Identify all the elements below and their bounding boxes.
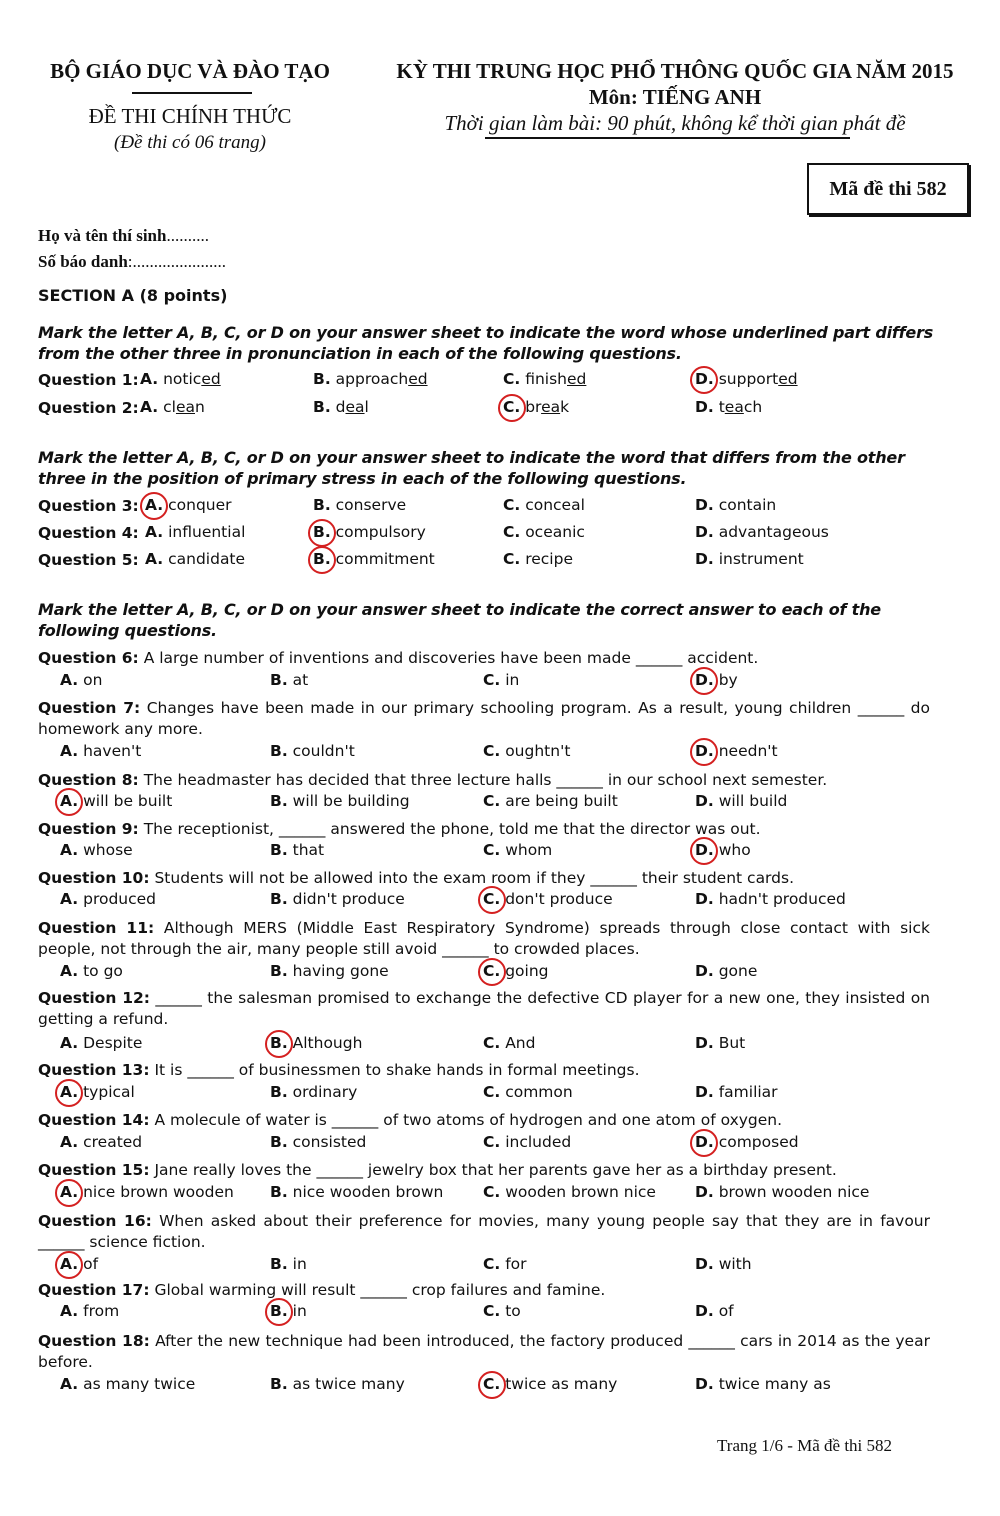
answer-option[interactable] — [60, 671, 102, 689]
option-text: as many twice — [83, 1375, 196, 1393]
option-text: for — [505, 1255, 527, 1273]
option-letter: C. — [483, 1183, 501, 1201]
question-label: Question 2: — [38, 399, 139, 417]
answer-option[interactable] — [313, 370, 428, 388]
question-stem — [38, 819, 938, 840]
option-letter: B. — [313, 398, 331, 416]
answer-option[interactable] — [695, 1255, 752, 1273]
option-letter: C. — [503, 550, 521, 568]
answer-option[interactable] — [60, 1183, 234, 1201]
question-stem — [38, 1110, 938, 1131]
question-label: Question 15: — [38, 1161, 150, 1179]
exam-subject: Môn: TIẾNG ANH — [588, 85, 762, 109]
answer-option[interactable] — [695, 496, 776, 514]
section-heading: SECTION A (8 points) — [38, 286, 228, 305]
underlined-part: ed — [567, 370, 587, 388]
underlined-part: ea — [345, 398, 365, 416]
answer-option[interactable] — [270, 792, 410, 810]
option-text: k — [560, 398, 570, 416]
option-letter: C. — [503, 370, 521, 388]
question-text: A molecule of water is ______ of two atoms of hydrogen and one atom of oxygen. — [154, 1111, 783, 1129]
answer-option[interactable] — [503, 398, 569, 416]
option-letter-circled: A. — [60, 1183, 79, 1201]
option-text: don't produce — [505, 890, 613, 908]
option-text: going — [505, 962, 549, 980]
question-stem — [38, 648, 938, 669]
option-text: instrument — [718, 550, 804, 568]
question-label: Question 14: — [38, 1111, 150, 1129]
option-letter-circled: B. — [270, 1034, 288, 1052]
option-text: recipe — [525, 550, 573, 568]
answer-option[interactable] — [695, 841, 751, 859]
option-letter: A. — [145, 550, 164, 568]
answer-option[interactable] — [695, 962, 757, 980]
answer-option[interactable] — [60, 1133, 142, 1151]
option-text: of — [718, 1302, 734, 1320]
instruction-pronunciation: Mark the letter A, B, C, or D on your answer sheet to indicate the word whose underlined part differs from the other three in pronunciation in each of the following questions. — [38, 323, 934, 363]
underlined-part: ea — [541, 398, 561, 416]
candidate-name-dots: .......... — [166, 226, 209, 245]
option-letter: D. — [695, 1302, 714, 1320]
option-text: nice brown wooden — [83, 1183, 234, 1201]
option-text: brown wooden nice — [718, 1183, 870, 1201]
option-text: haven't — [83, 742, 142, 760]
answer-option[interactable] — [270, 1083, 357, 1101]
answer-option[interactable] — [503, 523, 585, 541]
option-letter: B. — [270, 1375, 288, 1393]
option-text: to go — [83, 962, 123, 980]
option-text: needn't — [718, 742, 778, 760]
option-text: created — [83, 1133, 143, 1151]
candidate-name-field[interactable] — [38, 226, 209, 246]
answer-option[interactable] — [695, 1034, 745, 1052]
option-letter: B. — [313, 370, 331, 388]
question-row — [38, 496, 148, 517]
answer-option[interactable] — [270, 962, 389, 980]
option-letter-circled: A. — [145, 496, 164, 514]
answer-option[interactable] — [695, 1375, 831, 1393]
option-text: advantageous — [718, 523, 829, 541]
option-letter: D. — [695, 1255, 714, 1273]
option-letter: A. — [60, 1375, 79, 1393]
option-text: br — [525, 398, 542, 416]
option-letter: A. — [60, 962, 79, 980]
option-letter: C. — [483, 1302, 501, 1320]
option-letter: B. — [270, 792, 288, 810]
option-text: hadn't produced — [718, 890, 846, 908]
question-text: When asked about their preference for movies, many young people say that they are in favour ______ science fiction. — [38, 1212, 931, 1251]
underlined-part: ea — [175, 398, 195, 416]
answer-option[interactable] — [313, 523, 426, 541]
option-letter-circled: A. — [60, 1255, 79, 1273]
option-text: familiar — [718, 1083, 778, 1101]
option-text: will be built — [83, 792, 173, 810]
answer-option[interactable] — [270, 1302, 307, 1320]
answer-option[interactable] — [695, 792, 787, 810]
option-text: will build — [718, 792, 788, 810]
question-label: Question 8: — [38, 771, 139, 789]
answer-option[interactable] — [270, 1133, 366, 1151]
question-label: Question 18: — [38, 1332, 150, 1350]
answer-option[interactable] — [483, 1034, 535, 1052]
question-text: ______ the salesman promised to exchange the defective CD player for a new one, they insisted on getting a refund. — [38, 989, 931, 1028]
option-letter: B. — [270, 1133, 288, 1151]
answer-option[interactable] — [483, 1083, 573, 1101]
answer-option[interactable] — [270, 1375, 405, 1393]
answer-option[interactable] — [145, 550, 245, 568]
underlined-part: ed — [201, 370, 221, 388]
option-letter: C. — [503, 496, 521, 514]
option-text: composed — [718, 1133, 799, 1151]
option-text: common — [505, 1083, 573, 1101]
option-letter-circled: A. — [60, 1083, 79, 1101]
option-text: t — [718, 398, 725, 416]
answer-option[interactable] — [695, 1183, 869, 1201]
question-stem — [38, 1280, 938, 1301]
option-letter: C. — [483, 671, 501, 689]
option-letter: D. — [695, 1375, 714, 1393]
question-text: After the new technique had been introduced, the factory produced ______ cars in 2014 as the year before. — [38, 1332, 930, 1371]
answer-option[interactable] — [270, 1183, 443, 1201]
option-text: having gone — [292, 962, 389, 980]
option-text: from — [83, 1302, 120, 1320]
question-label: Question 1: — [38, 371, 139, 389]
header-divider-left — [132, 92, 252, 94]
answer-option[interactable] — [483, 671, 519, 689]
option-text: contain — [718, 496, 777, 514]
question-stem — [38, 770, 938, 791]
question-text: Students will not be allowed into the exam room if they ______ their student cards. — [154, 869, 795, 887]
question-text: It is ______ of businessmen to shake hands in formal meetings. — [154, 1061, 640, 1079]
option-letter: C. — [483, 742, 501, 760]
answer-option[interactable] — [483, 1133, 571, 1151]
option-text: typical — [83, 1083, 135, 1101]
answer-option[interactable] — [60, 742, 141, 760]
answer-option[interactable] — [695, 1083, 778, 1101]
answer-option[interactable] — [140, 370, 221, 388]
option-text: finish — [525, 370, 567, 388]
answer-option[interactable] — [60, 1255, 98, 1273]
question-row — [38, 398, 148, 419]
page-footer: Trang 1/6 - Mã đề thi 582 — [717, 1436, 893, 1455]
option-letter: D. — [695, 890, 714, 908]
underlined-part: ed — [408, 370, 428, 388]
option-text: at — [292, 671, 309, 689]
question-stem — [38, 698, 930, 740]
option-letter: C. — [483, 1133, 501, 1151]
option-text: couldn't — [292, 742, 355, 760]
question-label: Question 17: — [38, 1281, 150, 1299]
option-text: candidate — [168, 550, 246, 568]
option-text: by — [718, 671, 738, 689]
option-text: cl — [163, 398, 176, 416]
answer-option[interactable] — [140, 398, 205, 416]
ministry-name: BỘ GIÁO DỤC VÀ ĐÀO TẠO — [50, 59, 330, 83]
answer-option[interactable] — [695, 523, 829, 541]
option-letter: B. — [270, 962, 288, 980]
question-row — [38, 550, 148, 571]
answer-option[interactable] — [145, 523, 245, 541]
answer-option[interactable] — [60, 1034, 142, 1052]
option-text: will be building — [292, 792, 410, 810]
option-text: included — [505, 1133, 572, 1151]
answer-option[interactable] — [503, 496, 585, 514]
option-text: approach — [335, 370, 409, 388]
question-text: Changes have been made in our primary schooling program. As a result, young children ______ do homework any more. — [38, 699, 930, 738]
option-letter: D. — [695, 523, 714, 541]
option-letter-circled: C. — [483, 1375, 501, 1393]
option-text: are being built — [505, 792, 618, 810]
option-text: ch — [743, 398, 763, 416]
option-letter: A. — [60, 890, 79, 908]
option-letter-circled: D. — [695, 671, 714, 689]
answer-option[interactable] — [313, 550, 435, 568]
option-text: But — [718, 1034, 746, 1052]
option-text: commitment — [335, 550, 435, 568]
answer-option[interactable] — [503, 550, 573, 568]
answer-option[interactable] — [695, 370, 798, 388]
option-letter: C. — [483, 841, 501, 859]
option-letter-circled: A. — [60, 792, 79, 810]
option-text: conceal — [525, 496, 585, 514]
question-stem — [38, 918, 930, 960]
option-letter-circled: B. — [313, 550, 331, 568]
answer-option[interactable] — [695, 890, 846, 908]
candidate-name-label: Họ và tên thí sinh — [38, 226, 167, 245]
option-letter-circled: C. — [503, 398, 521, 416]
option-letter: B. — [270, 1183, 288, 1201]
option-text: twice many as — [718, 1375, 831, 1393]
underlined-part: ed — [778, 370, 798, 388]
question-label: Question 12: — [38, 989, 150, 1007]
option-letter: B. — [270, 890, 288, 908]
option-text: whom — [505, 841, 553, 859]
exam-code-box: Mã đề thi 582 — [807, 163, 969, 215]
question-row — [38, 523, 148, 544]
underlined-part: ea — [724, 398, 744, 416]
option-letter: B. — [270, 1083, 288, 1101]
option-letter: A. — [60, 671, 79, 689]
option-letter: C. — [483, 1034, 501, 1052]
answer-option[interactable] — [483, 1302, 521, 1320]
option-text: in — [292, 1302, 307, 1320]
question-text: The headmaster has decided that three lecture halls ______ in our school next semester. — [143, 771, 828, 789]
answer-option[interactable] — [60, 890, 156, 908]
option-letter: D. — [695, 496, 714, 514]
option-letter: D. — [695, 792, 714, 810]
option-text: notic — [163, 370, 202, 388]
option-letter: B. — [270, 742, 288, 760]
answer-option[interactable] — [60, 1302, 119, 1320]
option-letter: D. — [695, 1183, 714, 1201]
option-letter: C. — [483, 792, 501, 810]
option-text: on — [83, 671, 103, 689]
answer-option[interactable] — [270, 890, 405, 908]
answer-option[interactable] — [60, 1375, 195, 1393]
question-label: Question 4: — [38, 524, 139, 542]
option-text: conserve — [335, 496, 407, 514]
option-letter: B. — [313, 496, 331, 514]
answer-option[interactable] — [60, 962, 123, 980]
question-label: Question 9: — [38, 820, 139, 838]
instruction-correct-answer: Mark the letter A, B, C, or D on your answer sheet to indicate the correct answer to each of the following questions. — [38, 600, 881, 640]
answer-option[interactable] — [60, 1083, 135, 1101]
option-text: Despite — [83, 1034, 143, 1052]
answer-option[interactable] — [695, 398, 762, 416]
question-text: A large number of inventions and discoveries have been made ______ accident. — [143, 649, 759, 667]
answer-option[interactable] — [695, 1133, 799, 1151]
answer-option[interactable] — [483, 742, 570, 760]
option-text: wooden brown nice — [505, 1183, 656, 1201]
instruction-stress: Mark the letter A, B, C, or D on your answer sheet to indicate the word that differs from the other three in the position of primary stress in each of the following questions. — [38, 448, 905, 488]
question-stem — [38, 1060, 938, 1081]
option-letter-circled: D. — [695, 841, 714, 859]
question-label: Question 3: — [38, 497, 139, 515]
answer-option[interactable] — [483, 962, 549, 980]
option-letter: A. — [60, 841, 79, 859]
answer-option[interactable] — [483, 890, 613, 908]
option-letter: A. — [60, 1302, 79, 1320]
answer-option[interactable] — [695, 1302, 734, 1320]
question-label: Question 7: — [38, 699, 141, 717]
question-stem — [38, 1211, 930, 1253]
answer-option[interactable] — [313, 496, 406, 514]
question-label: Question 6: — [38, 649, 139, 667]
answer-option[interactable] — [695, 742, 778, 760]
option-letter: D. — [695, 550, 714, 568]
option-letter-circled: D. — [695, 742, 714, 760]
answer-option[interactable] — [313, 398, 369, 416]
question-stem — [38, 1160, 938, 1181]
exam-title: KỲ THI TRUNG HỌC PHỔ THÔNG QUỐC GIA NĂM 2015 — [396, 59, 954, 83]
answer-option[interactable] — [270, 1255, 307, 1273]
candidate-id-field[interactable] — [38, 252, 226, 272]
option-letter: A. — [140, 370, 159, 388]
option-text: And — [505, 1034, 536, 1052]
question-row — [38, 370, 148, 391]
option-letter: A. — [145, 523, 164, 541]
question-label: Question 16: — [38, 1212, 152, 1230]
option-text: to — [505, 1302, 521, 1320]
option-text: in — [292, 1255, 307, 1273]
answer-option[interactable] — [695, 671, 738, 689]
question-label: Question 11: — [38, 919, 155, 937]
question-text: Global warming will result ______ crop failures and famine. — [154, 1281, 606, 1299]
answer-option[interactable] — [695, 550, 804, 568]
option-letter: B. — [270, 671, 288, 689]
option-text: oceanic — [525, 523, 585, 541]
option-text: ordinary — [292, 1083, 358, 1101]
option-text: nice wooden brown — [292, 1183, 444, 1201]
answer-option[interactable] — [503, 370, 586, 388]
option-text: who — [718, 841, 751, 859]
option-text: oughtn't — [505, 742, 571, 760]
question-label: Question 5: — [38, 551, 139, 569]
option-text: d — [335, 398, 346, 416]
option-text: conquer — [168, 496, 232, 514]
question-stem — [38, 988, 930, 1030]
option-text: in — [505, 671, 520, 689]
option-text: Although — [292, 1034, 363, 1052]
option-letter: C. — [483, 1255, 501, 1273]
question-stem — [38, 1331, 930, 1373]
option-letter: D. — [695, 398, 714, 416]
option-letter-circled: D. — [695, 370, 714, 388]
exam-timing: Thời gian làm bài: 90 phút, không kể thời gian phát đề — [444, 111, 906, 135]
page-count-note: (Đề thi có 06 trang) — [114, 132, 266, 153]
option-text: twice as many — [505, 1375, 618, 1393]
option-text: as twice many — [292, 1375, 405, 1393]
answer-option[interactable] — [270, 671, 308, 689]
question-label: Question 13: — [38, 1061, 150, 1079]
option-letter: D. — [695, 1083, 714, 1101]
option-text: of — [83, 1255, 99, 1273]
answer-option[interactable] — [60, 841, 133, 859]
option-letter: A. — [140, 398, 159, 416]
question-label: Question 10: — [38, 869, 150, 887]
answer-option[interactable] — [483, 1255, 527, 1273]
option-text: didn't produce — [292, 890, 405, 908]
option-text: consisted — [292, 1133, 367, 1151]
option-letter: D. — [695, 962, 714, 980]
question-text: The receptionist, ______ answered the phone, told me that the director was out. — [143, 820, 761, 838]
option-text: support — [718, 370, 779, 388]
option-letter-circled: D. — [695, 1133, 714, 1151]
option-letter-circled: C. — [483, 962, 501, 980]
answer-option[interactable] — [270, 742, 355, 760]
option-letter: C. — [483, 1083, 501, 1101]
option-letter-circled: B. — [270, 1302, 288, 1320]
answer-option[interactable] — [60, 792, 172, 810]
question-text: Although MERS (Middle East Respiratory Syndrome) spreads through close contact with sick people, not through the air, many people still avoid ______ to crowded places. — [38, 919, 930, 958]
option-letter: B. — [270, 1255, 288, 1273]
official-exam-label: ĐỀ THI CHÍNH THỨC — [88, 104, 292, 128]
option-text: influential — [168, 523, 246, 541]
answer-option[interactable] — [483, 792, 618, 810]
option-text: compulsory — [335, 523, 426, 541]
option-text: that — [292, 841, 325, 859]
option-text: n — [195, 398, 205, 416]
answer-option[interactable] — [145, 496, 232, 514]
option-letter: A. — [60, 1034, 79, 1052]
answer-option[interactable] — [483, 1183, 656, 1201]
option-letter: A. — [60, 1133, 79, 1151]
answer-option[interactable] — [270, 841, 324, 859]
option-letter-circled: B. — [313, 523, 331, 541]
option-letter-circled: C. — [483, 890, 501, 908]
answer-option[interactable] — [270, 1034, 362, 1052]
answer-option[interactable] — [483, 841, 552, 859]
question-text: Jane really loves the ______ jewelry box that her parents gave her as a birthday present. — [154, 1161, 837, 1179]
candidate-id-label: Số báo danh — [38, 252, 128, 271]
option-letter: D. — [695, 1034, 714, 1052]
option-letter: A. — [60, 742, 79, 760]
answer-option[interactable] — [483, 1375, 617, 1393]
option-text: produced — [83, 890, 157, 908]
option-letter: B. — [270, 841, 288, 859]
option-text: with — [718, 1255, 752, 1273]
option-text: whose — [83, 841, 133, 859]
option-text: gone — [718, 962, 758, 980]
candidate-id-dots: :...................... — [127, 252, 227, 271]
header-divider-right — [485, 137, 850, 139]
option-text: l — [364, 398, 369, 416]
option-letter: C. — [503, 523, 521, 541]
